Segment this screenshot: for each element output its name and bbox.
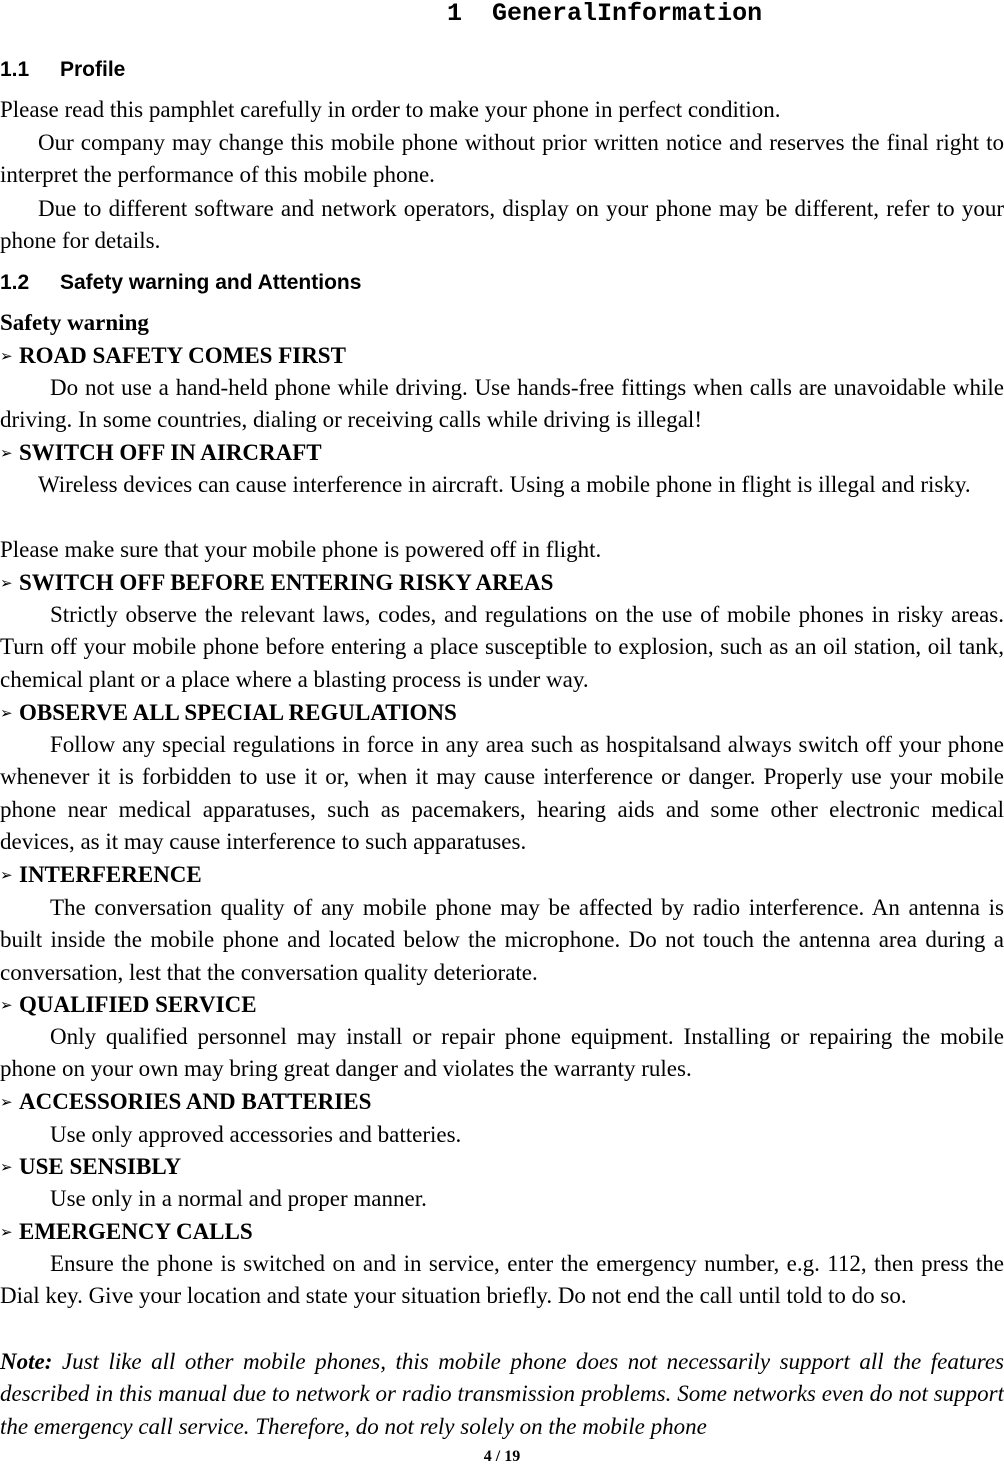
warning-body: Wireless devices can cause interference in aircraft. Using a mobile phone in flight is illegal and risky. xyxy=(38,472,971,497)
note-label: Note: xyxy=(0,1349,53,1374)
safety-heading: Safety warning xyxy=(0,310,149,335)
warning-body: Only qualified personnel may install or repair phone equipment. Installing or repairing the mobile phone on your own may bring great danger and violates the warranty rules. xyxy=(0,1024,1004,1082)
warning-body: Follow any special regulations in force in any area such as hospitalsand always switch off your phone whenever it is forbidden to use it or, when it may cause interference or danger. Properly use your mobile phone near medical apparatuses, such as pacemakers, hearing aids and some other electronic medical devices, as it may cause interference to such apparatuses. xyxy=(0,732,1004,855)
warning-title: ➢ QUALIFIED SERVICE xyxy=(0,989,257,1022)
bullet-arrow-icon: ➢ xyxy=(0,576,13,592)
section-number: 1.2 xyxy=(0,271,30,294)
warning-body: The conversation quality of any mobile phone may be affected by radio interference. An antenna is built inside the mobile phone and located below the microphone. Do not touch the antenna area during a conversation, lest that the conversation quality deteriorate. xyxy=(0,895,1004,985)
section-title: Safety warning and Attentions xyxy=(60,271,362,294)
warning-title: ➢ ROAD SAFETY COMES FIRST xyxy=(0,340,346,373)
warning-title: ➢ SWITCH OFF BEFORE ENTERING RISKY AREAS xyxy=(0,567,553,600)
bullet-arrow-icon: ➢ xyxy=(0,349,13,365)
bullet-arrow-icon: ➢ xyxy=(0,1095,13,1111)
chapter-title xyxy=(447,0,762,28)
warning-title: ➢ SWITCH OFF IN AIRCRAFT xyxy=(0,437,322,470)
bullet-arrow-icon: ➢ xyxy=(0,1160,13,1176)
warning-body: Strictly observe the relevant laws, codes, and regulations on the use of mobile phones in risky areas. Turn off your mobile phone before entering a place susceptible to explosion, such as an oil station, oil tank, chemical plant or a place where a blasting process is under way. xyxy=(0,602,1004,692)
section-title: Profile xyxy=(60,58,126,81)
bullet-arrow-icon: ➢ xyxy=(0,706,13,722)
page-number: 4 / 19 xyxy=(483,1448,521,1465)
warning-body-extra: Please make sure that your mobile phone is powered off in flight. xyxy=(0,537,602,562)
section-heading-safety xyxy=(0,271,361,295)
profile-paragraph: Please read this pamphlet carefully in order to make your phone in perfect condition. xyxy=(0,97,781,122)
warning-title: ➢ OBSERVE ALL SPECIAL REGULATIONS xyxy=(0,697,457,730)
warning-title: ➢ INTERFERENCE xyxy=(0,859,202,892)
profile-paragraph: Our company may change this mobile phone without prior written notice and reserves the final right to interpret the performance of this mobile phone. xyxy=(0,130,1004,188)
profile-paragraph: Due to different software and network operators, display on your phone may be different, refer to your phone for details. xyxy=(0,196,1004,254)
warning-body: Ensure the phone is switched on and in service, enter the emergency number, e.g. 112, then press the Dial key. Give your location and state your situation briefly. Do not end the call until told to do so. xyxy=(0,1251,1004,1309)
warning-body: Do not use a hand-held phone while driving. Use hands-free fittings when calls are unavoidable while driving. In some countries, dialing or receiving calls while driving is illegal! xyxy=(0,375,1004,433)
section-number: 1.1 xyxy=(0,58,30,81)
bullet-arrow-icon: ➢ xyxy=(0,998,13,1014)
chapter-title-text: GeneralInformation xyxy=(492,0,763,28)
note-text: Just like all other mobile phones, this mobile phone does not necessarily support all the features described in this manual due to network or radio transmission problems. Some networks even do not support the emergency call service. Therefore, do not rely solely on the mobile phone xyxy=(0,1349,1004,1439)
bullet-arrow-icon: ➢ xyxy=(0,868,13,884)
warning-body: Use only in a normal and proper manner. xyxy=(50,1186,427,1211)
warning-title: ➢ ACCESSORIES AND BATTERIES xyxy=(0,1086,371,1119)
bullet-arrow-icon: ➢ xyxy=(0,446,13,462)
warning-title: ➢ USE SENSIBLY xyxy=(0,1151,181,1184)
warning-title: ➢ EMERGENCY CALLS xyxy=(0,1216,253,1249)
bullet-arrow-icon: ➢ xyxy=(0,1225,13,1241)
note-paragraph xyxy=(0,1346,1004,1443)
chapter-number: 1 xyxy=(447,0,463,28)
section-heading-profile xyxy=(0,58,125,82)
warning-body: Use only approved accessories and batteries. xyxy=(50,1122,462,1147)
